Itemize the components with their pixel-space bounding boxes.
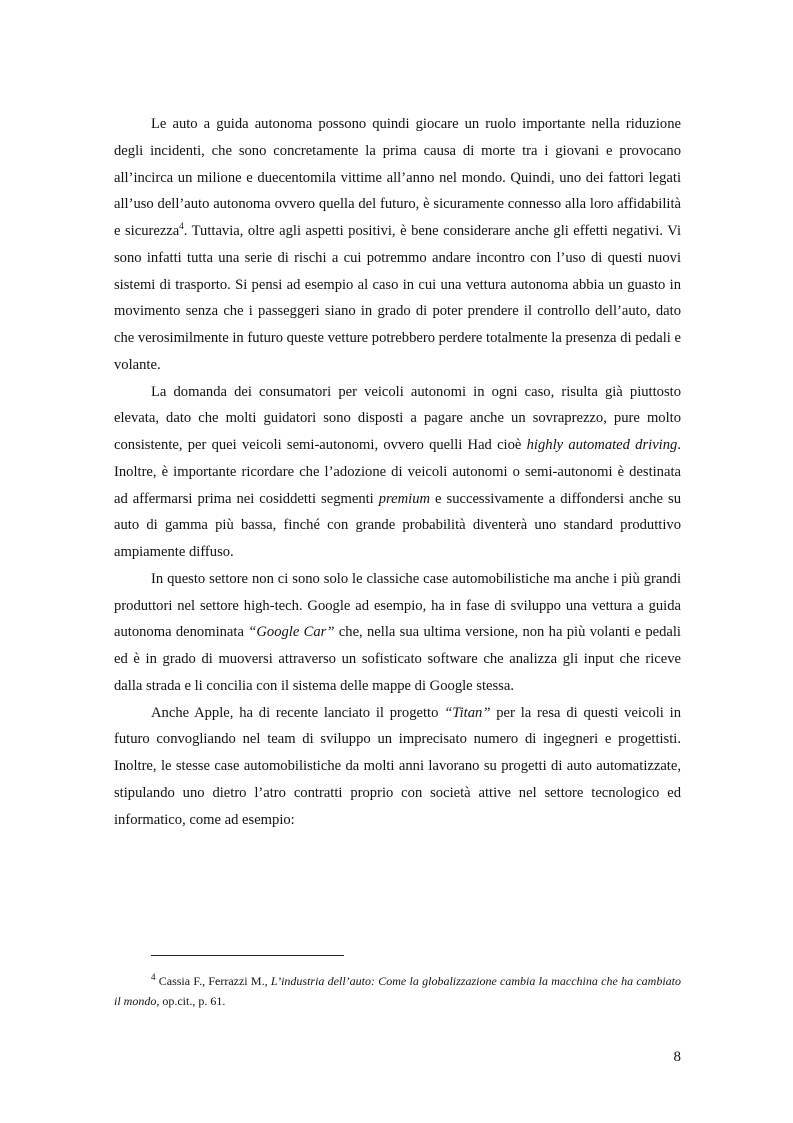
italic-term: premium xyxy=(378,490,431,507)
paragraph-text: La domanda dei consumatori per veicoli autonomi in ogni caso, risulta già piuttosto elevata, dato che molti guidatori sono disposti a pagare anche un sovraprezzo, pure molto consistente, per quei veicoli semi-autonomi, ovvero quelli Had cioè xyxy=(114,383,681,453)
footnote-number: 4 xyxy=(151,972,156,982)
paragraph-text: e successivamente a diffondersi anche su auto di gamma più bassa, finché con grande probabilità diventerà uno standard produttivo ampiamente diffuso. xyxy=(114,490,681,560)
footnote-title: L’industria dell’auto: Come la globalizzazione cambia la macchina che ha cambiato il mondo xyxy=(114,974,681,1008)
italic-term: “Google Car” xyxy=(248,624,335,641)
paragraph-text: Le auto a guida autonoma possono quindi giocare un ruolo importante nella riduzione degli incidenti, che sono concretamente la prima causa di morte tra i giovani e provocano all’incirca un milione e duecentomila vittime all’anno nel mondo. Quindi, uno dei fattori legati all’uso dell’auto autonoma ovvero quella del futuro, è sicuramente connesso alla loro affidabilità e sicurezza xyxy=(114,116,681,239)
paragraph-text: che, nella sua ultima versione, non ha più volanti e pedali ed è in grado di muoversi attraverso un sofisticato software che analizza gli input che riceve dalla strada e li concilia con il sistema delle mappe di Google stessa. xyxy=(114,624,681,694)
paragraph-3 xyxy=(114,566,681,700)
italic-term: highly automated driving xyxy=(526,437,678,453)
paragraph-4 xyxy=(114,700,681,834)
page-number: 8 xyxy=(673,1049,681,1065)
paragraph-text: per la resa di questi veicoli in futuro convogliando nel team di sviluppo un imprecisato numero di ingegneri e progettisti. Inoltre, le stesse case automobilistiche da molti anni lavorano su progetti di auto automatizzate, stipulando uno dietro l’atro contratti proprio con società attive nel settore tecnologico ed informatico, come ad esempio: xyxy=(114,704,681,828)
paragraph-text: . Inoltre, è importante ricordare che l’adozione di veicoli autonomi o semi-autonomi è destinata ad affermarsi prima nei cosiddetti segmenti xyxy=(114,437,681,507)
paragraph-text: . Tuttavia, oltre agli aspetti positivi, è bene considerare anche gli effetti negativi. Vi sono infatti tutta una serie di rischi a cui potremmo andare incontro con l’uso di questi nuovi sistemi di trasporto. Si pensi ad esempio al caso in cui una vettura autonoma abbia un guasto in movimento senza che i passeggeri siano in grado di poter prendere il controllo dell’auto, dato che verosimilmente in futuro queste vetture potrebbero perdere totalmente la presenza di pedali e volante. xyxy=(114,223,681,373)
footnote-authors: Cassia F., Ferrazzi M., xyxy=(155,974,271,988)
paragraph-text: In questo settore non ci sono solo le classiche case automobilistiche ma anche i più grandi produttori nel settore high-tech. Google ad esempio, ha in fase di sviluppo una vettura a guida autonoma denominata xyxy=(114,570,681,641)
footnote-separator xyxy=(151,955,344,956)
footnote xyxy=(114,971,681,1011)
footnote-citation: , op.cit., p. 61. xyxy=(156,994,226,1008)
italic-term: “Titan” xyxy=(444,704,491,721)
footnote-reference[interactable]: 4 xyxy=(179,221,184,232)
body-text xyxy=(114,111,681,833)
paragraph-2 xyxy=(114,379,681,566)
paragraph-1 xyxy=(114,111,681,379)
paragraph-text: Anche Apple, ha di recente lanciato il progetto xyxy=(151,704,445,721)
